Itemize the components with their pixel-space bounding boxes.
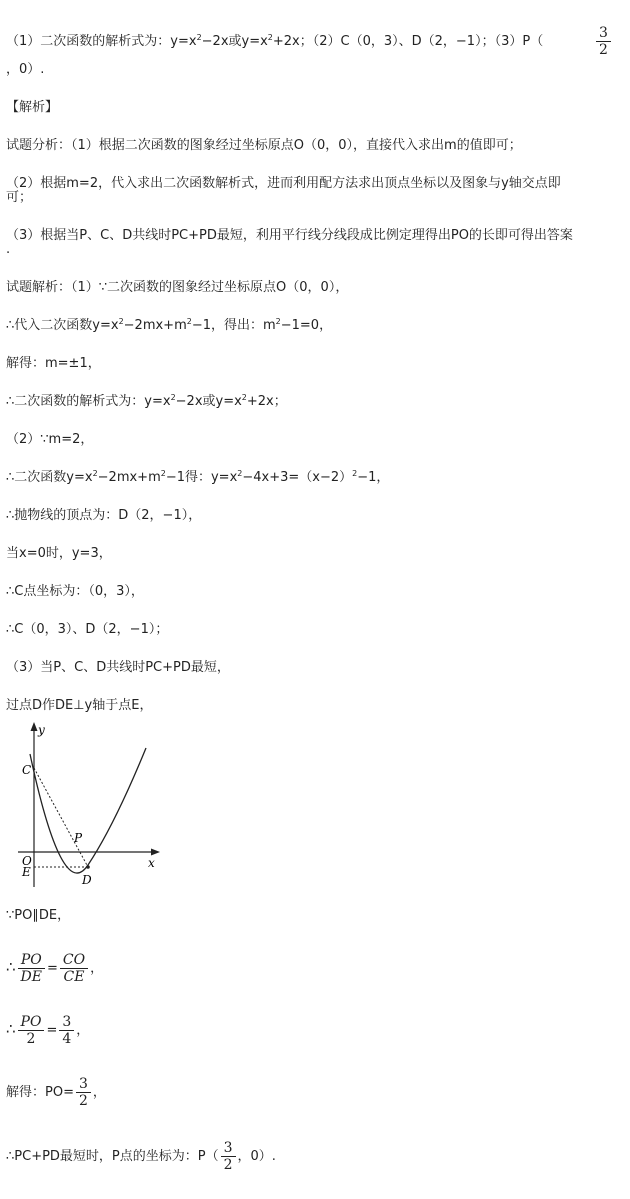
- equals: =: [47, 961, 58, 976]
- solution-line-17: [6, 1138, 276, 1176]
- answer-text-b: −2x或y=x: [201, 34, 268, 49]
- text: 解得：PO=: [6, 1085, 74, 1100]
- fraction-co-ce: [60, 952, 88, 985]
- sup: 2: [92, 469, 98, 478]
- text: ，0）.: [237, 1149, 276, 1164]
- solution-line-12: 过点D作DE⊥y轴于点E，: [6, 698, 153, 713]
- solution-line-10: ∴C（0，3）、D（2，−1）；: [6, 622, 169, 637]
- solution-line-7: ∴抛物线的顶点为：D（2，−1），: [6, 508, 202, 523]
- answer-text-a: （1）二次函数的解析式为：y=x: [6, 34, 197, 49]
- fraction-3-4: [59, 1014, 74, 1047]
- parabola-curve: [30, 748, 146, 873]
- comma: ，: [90, 961, 104, 976]
- fraction-denominator: 2: [223, 1157, 233, 1173]
- solution-line-11: （3）当P、C、D共线时PC+PD最短，: [6, 660, 230, 675]
- fraction-denominator: 4: [62, 1031, 72, 1047]
- answer-fraction: [596, 25, 611, 58]
- label-c: C: [22, 763, 32, 777]
- analysis-line-2a: （2）根据m=2，代入求出二次函数解析式，进而利用配方法求出顶点坐标以及图象与y轴交点即: [6, 176, 561, 191]
- sup: 2: [160, 469, 166, 478]
- therefore-symbol: ∴: [6, 958, 16, 976]
- therefore-symbol: ∴: [6, 1020, 16, 1038]
- fraction-po-de: [18, 952, 45, 985]
- solution-line-2: [6, 318, 332, 334]
- fraction-numerator: 3: [596, 25, 611, 42]
- comma: ，: [92, 1085, 106, 1100]
- text: ∴PC+PD最短时，P点的坐标为：P（: [6, 1149, 219, 1164]
- fraction-3-2: [76, 1076, 91, 1109]
- answer-line-2: ，0）.: [6, 62, 45, 77]
- solution-line-16: [6, 1074, 106, 1112]
- analysis-line-1: 试题分析：（1）根据二次函数的图象经过坐标原点O（0，0），直接代入求出m的值即可；: [6, 138, 522, 153]
- text: −1得：y=x: [165, 470, 238, 485]
- solution-line-5: （2）∵m=2，: [6, 432, 94, 447]
- analysis-line-2b: 可；: [6, 190, 33, 205]
- solution-line-13: ∵PO∥DE，: [6, 908, 71, 923]
- solution-line-9: ∴C点坐标为：（0，3），: [6, 584, 144, 599]
- sup: 2: [118, 317, 124, 326]
- text: −2mx+m: [97, 470, 161, 485]
- fraction-numerator: 3: [221, 1140, 236, 1157]
- fraction-denominator: CE: [63, 969, 85, 985]
- answer-text-c: +2x；（2）C（0，3）、D（2，−1）；（3）P（: [272, 34, 544, 49]
- text: +2x；: [246, 394, 287, 409]
- solution-line-4: [6, 394, 287, 410]
- fraction-denominator: 2: [26, 1031, 36, 1047]
- label-o: O: [22, 854, 32, 868]
- sup: 2: [267, 33, 273, 42]
- answer-line-1: [6, 34, 543, 50]
- x-axis-arrow: [151, 849, 160, 856]
- solution-line-6: [6, 470, 389, 486]
- fraction-numerator: PO: [18, 952, 45, 969]
- y-axis-arrow: [31, 722, 38, 731]
- solution-line-3: 解得：m=±1，: [6, 356, 101, 371]
- text: ∴代入二次函数y=x: [6, 318, 119, 333]
- fraction-numerator: 3: [59, 1014, 74, 1031]
- parabola-graph: [14, 722, 164, 892]
- point-d: [86, 865, 90, 869]
- text: −1，得出：m: [191, 318, 276, 333]
- text: −1，: [357, 470, 390, 485]
- text: ∴二次函数的解析式为：y=x: [6, 394, 171, 409]
- text: −2mx+m: [123, 318, 187, 333]
- fraction-numerator: PO: [18, 1014, 45, 1031]
- section-title: 【解析】: [6, 100, 59, 115]
- sup: 2: [275, 317, 281, 326]
- sup: 2: [241, 393, 247, 402]
- fraction-numerator: CO: [60, 952, 88, 969]
- solution-line-8: 当x=0时，y=3，: [6, 546, 112, 561]
- fraction-3-2: [221, 1140, 236, 1173]
- text: −2x或y=x: [175, 394, 242, 409]
- label-p: P: [74, 831, 83, 845]
- solution-line-1: 试题解析：（1）∵二次函数的图象经过坐标原点O（0，0），: [6, 280, 349, 295]
- proportion-line-2: [6, 1010, 89, 1050]
- text: −4x+3=（x−2）: [242, 470, 353, 485]
- equals: =: [46, 1023, 58, 1038]
- text: ∴二次函数y=x: [6, 470, 93, 485]
- proportion-line-1: [6, 948, 103, 988]
- fraction-denominator: 2: [78, 1093, 88, 1109]
- analysis-line-3b: .: [6, 242, 11, 257]
- label-d: D: [82, 873, 92, 887]
- label-x: x: [148, 856, 155, 870]
- sup: 2: [352, 469, 358, 478]
- fraction-numerator: 3: [76, 1076, 91, 1093]
- sup: 2: [196, 33, 202, 42]
- comma: ，: [76, 1023, 90, 1038]
- label-e: E: [22, 865, 31, 879]
- fraction-denominator: DE: [20, 969, 42, 985]
- label-y: y: [38, 723, 45, 737]
- text: −1=0，: [280, 318, 333, 333]
- fraction-po-2: [18, 1014, 45, 1047]
- sup: 2: [170, 393, 176, 402]
- sup: 2: [237, 469, 243, 478]
- fraction-denominator: 2: [599, 42, 608, 58]
- analysis-line-3a: （3）根据当P、C、D共线时PC+PD最短，利用平行线分线段成比例定理得出PO的长即可得出答案: [6, 228, 573, 243]
- sup: 2: [186, 317, 192, 326]
